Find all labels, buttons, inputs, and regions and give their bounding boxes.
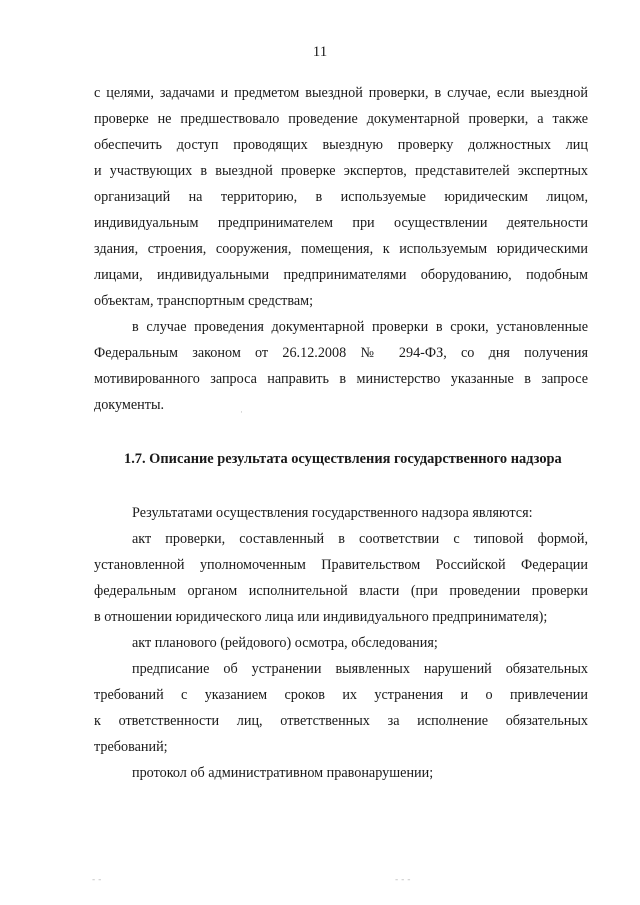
document-body [94,80,588,786]
paragraph-protocol: протокол об административном правонарушении; [132,765,434,781]
text-line: в случае проведения документарной проверки в сроки, установленные [132,319,588,335]
text-line: акт проверки, составленный в соответствии с типовой формой, [132,531,588,547]
paragraph-inspection-act [94,526,588,630]
text-line: с целями, задачами и предметом выездной проверки, в случае, если выездной [94,85,588,101]
text-line: здания, строения, сооружения, помещения, к используемым юридическими [94,241,588,257]
text-line: установленной уполномоченным Правительством Российской Федерации [94,557,588,573]
scan-speck: - - - [395,875,411,885]
text-line: и участвующих в выездной проверке экспертов, представителей экспертных [94,163,588,179]
text-line: в отношении юридического лица или индивидуального предпринимателя); [94,609,548,625]
paragraph-results-intro: Результатами осуществления государственного надзора являются: [132,505,533,521]
text-line: проверке не предшествовало проведение документарной проверки, а также [94,111,588,127]
text-line: требований; [94,739,168,755]
text-line: документы. [94,397,165,413]
paragraph-raid-act: акт планового (рейдового) осмотра, обследования; [132,635,438,651]
scan-speck: · [240,408,243,418]
text-line: федеральным органом исполнительной власти (при проведении проверки [94,583,588,599]
paragraph-prescription [94,656,588,760]
text-line: требований с указанием сроков их устранения и о привлечении [94,687,588,703]
scan-speck: - - [92,875,102,885]
text-line: индивидуальным предпринимателем при осуществлении деятельности [94,215,588,231]
page-number: 11 [312,44,328,60]
text-line: мотивированного запроса направить в министерство указанные в запросе [94,371,588,387]
text-line: к ответственности лиц, ответственных за исполнение обязательных [94,713,588,729]
paragraph-documentary-check [94,314,588,418]
text-line: лицами, индивидуальными предпринимателями оборудованию, подобным [94,267,588,283]
text-line: предписание об устранении выявленных нарушений обязательных [132,661,588,677]
text-line: организаций на территорию, в используемые юридическим лицом, [94,189,588,205]
paragraph-access-obligation [94,80,588,314]
section-heading: 1.7. Описание результата осуществления государственного надзора [124,451,562,467]
text-line: обеспечить доступ проводящих выездную проверку должностных лиц [94,137,588,153]
text-line: объектам, транспортным средствам; [94,293,314,309]
text-line: Федеральным законом от 26.12.2008 № 294-ФЗ, со дня получения [94,345,588,361]
